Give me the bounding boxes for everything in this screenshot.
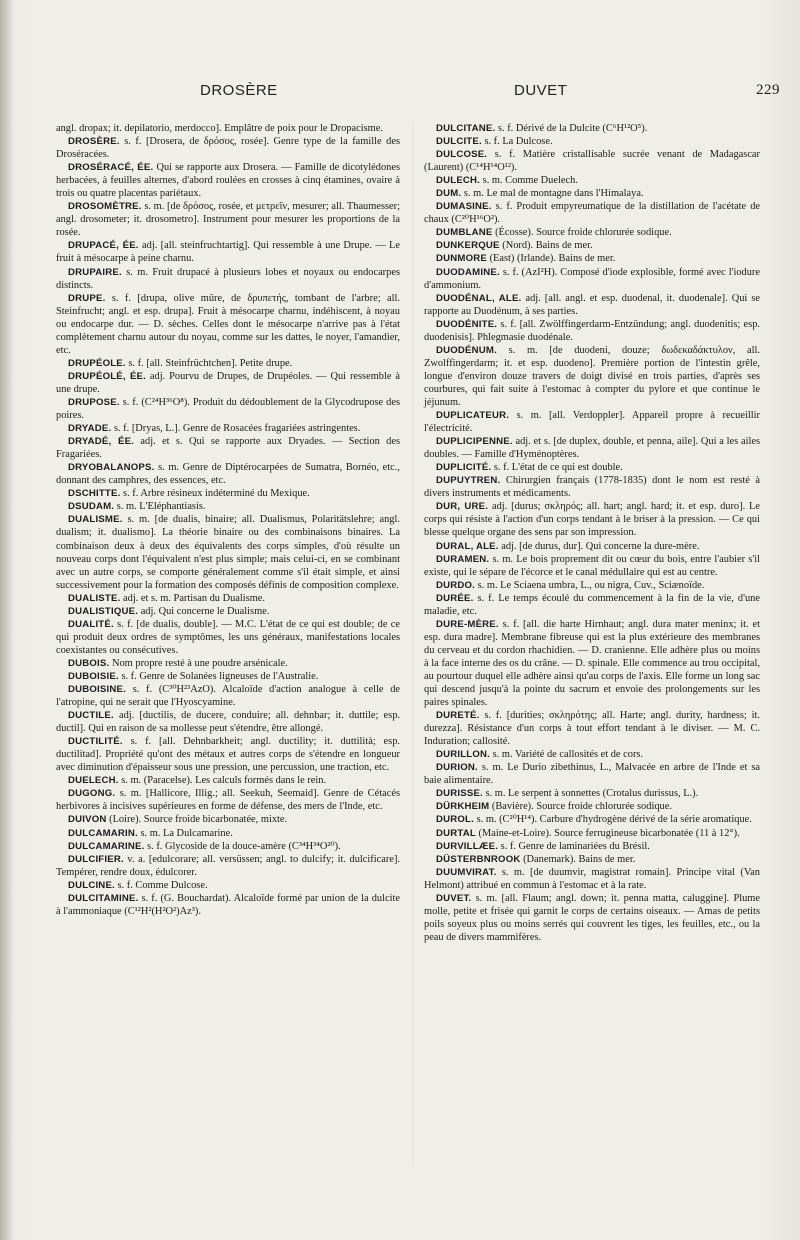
entry-headword: DULCIFIER. xyxy=(68,853,124,865)
left-running-head: DROSÈRE xyxy=(200,82,278,99)
entry-definition: s. m. L'Eléphantiasis. xyxy=(114,501,206,513)
entry-headword: DURION. xyxy=(436,762,478,774)
dictionary-entry xyxy=(424,318,760,344)
entry-headword: DUODÉNITE. xyxy=(436,318,498,330)
dictionary-entry xyxy=(424,409,760,435)
entry-definition: s. f. [de dualis, double]. — M.C. L'état de ce qui est double; de ce qui produit deux ordres de symptômes, les uns généraux, manifestations locales coexistantes ou consécutives. xyxy=(56,618,400,656)
dictionary-entry xyxy=(56,618,400,657)
entry-definition: s. f. [all. Zwölffingerdarm-Entzündung; angl. duodenitis; esp. duodenisis]. Phlegmasie duodénale. xyxy=(424,318,760,343)
entry-headword: DUCTILE. xyxy=(68,710,114,722)
entry-headword: DUALISTE. xyxy=(68,592,121,604)
entry-headword: DURISSE. xyxy=(436,788,483,800)
entry-headword: DURILLON. xyxy=(436,749,491,761)
entry-headword: DRUPACÉ, ÉE. xyxy=(68,240,139,252)
dictionary-entry xyxy=(56,840,400,853)
entry-headword: DUROL. xyxy=(436,814,474,826)
dictionary-entry xyxy=(424,461,760,474)
dictionary-entry xyxy=(56,461,400,487)
dictionary-entry xyxy=(424,200,760,226)
entry-definition: s. f. L'état de ce qui est double. xyxy=(491,462,623,474)
entry-definition: adj. et s. Qui se rapporte aux Dryades. — Section des Fragariées. xyxy=(56,436,400,461)
dictionary-entry xyxy=(424,174,760,187)
entry-definition: s. f. [Drosera, de δρόσος, rosée]. Genre type de la famille des Droséracées. xyxy=(56,136,400,161)
dictionary-entry xyxy=(424,592,760,618)
entry-headword: DURE-MÈRE. xyxy=(436,618,499,630)
page-number: 229 xyxy=(756,82,780,98)
dictionary-entry xyxy=(424,827,760,840)
entry-headword: DULCOSE. xyxy=(436,149,488,161)
dictionary-entry xyxy=(56,266,400,292)
entry-definition: s. m. Le bois proprement dit ou cœur du bois, entre l'aubier s'il existe, qui le sépare de l'écorce et le canal médullaire qui est au centre. xyxy=(424,553,760,578)
entry-headword: DULCINE. xyxy=(68,879,115,891)
entry-headword: DÜRKHEIM xyxy=(436,801,490,813)
dictionary-entry xyxy=(56,200,400,239)
dictionary-entry xyxy=(56,161,400,200)
dictionary-entry xyxy=(56,657,400,670)
entry-definition: s. m. (Paracelse). Les calculs formés dans le rein. xyxy=(118,775,327,787)
dictionary-entry xyxy=(424,553,760,579)
entry-headword: DRYADE. xyxy=(68,423,112,435)
dictionary-entry xyxy=(56,709,400,735)
entry-definition: adj. Qui concerne le Dualisme. xyxy=(138,605,270,617)
entry-definition: (Nord). Bains de mer. xyxy=(499,240,593,252)
entry-headword: DUM. xyxy=(436,188,462,200)
entry-definition: adj. [all. steinfruchtartig]. Qui ressemble à une Drupe. — Le fruit à mésocarpe à peine charnu. xyxy=(56,240,401,265)
entry-headword: DRUPOSE. xyxy=(68,396,120,408)
dictionary-entry xyxy=(424,540,760,553)
dictionary-entry xyxy=(424,344,760,409)
entry-headword: DUODÉNAL, ALE. xyxy=(436,292,522,304)
entry-definition: angl. dropax; it. depilatorio, merdocco]. Emplâtre de poix pour le Dropacisme. xyxy=(56,123,383,134)
entry-definition: s. m. Variété de callosités et de cors. xyxy=(490,749,644,761)
entry-headword: DURTAL xyxy=(436,827,476,839)
entry-definition: s. f. [all. die harte Hirnhaut; angl. dura mater meninx; it. et esp. dura madre]. Membrane fibreuse qui est la plus extérieure des membranes du cerveau et du cordon rhachidien. — D. cranienne. Elle adhère plus ou moins à la face interne des os du crâne. — D. spinale. Elle commence au trou occipital, au pourtour duquel elle adhère ainsi qu'au corps de l'axis. Elle forme un long sac qui descend jusqu'à la pointe du sacrum et envoie des prolongements sur les paires spinales. xyxy=(424,618,760,709)
entry-definition: adj. [de durus, dur]. Qui concerne la dure-mère. xyxy=(498,540,700,552)
dictionary-entry xyxy=(56,683,400,709)
dictionary-entry xyxy=(424,709,760,748)
dictionary-entry xyxy=(56,827,400,840)
entry-headword: DRYADÉ, ÉE. xyxy=(68,436,135,448)
entry-headword: DULCITAMINE. xyxy=(68,892,139,904)
entry-headword: DULCITANE. xyxy=(436,123,496,134)
left-column xyxy=(56,122,400,918)
dictionary-entry xyxy=(424,148,760,174)
entry-definition: s. f. La Dulcose. xyxy=(481,136,553,148)
dictionary-entry xyxy=(56,487,400,500)
entry-headword: DURDO. xyxy=(436,579,476,591)
entry-headword: DROSÉRACÉ, ÉE. xyxy=(68,162,154,174)
entry-definition: s. m. [Hallicore, Illig.; all. Seekuh, Seemaid]. Genre de Cétacés herbivores à incisives supérieures en forme de défense, des mers de l'Inde, etc. xyxy=(56,788,400,813)
entry-definition: s. m. [de δρόσος, rosée, et μετρεῖν, mesurer; all. Thaumesser; angl. drosometer; it. drosometro]. Instrument pour mesurer les proportions de la rosée. xyxy=(56,201,400,239)
entry-definition: s. f. [all. Steinfrüchtchen]. Petite drupe. xyxy=(125,357,293,369)
dictionary-entry xyxy=(424,813,760,826)
entry-definition: s. f. Glycoside de la douce-amère (C³⁴H³⁴O²⁰). xyxy=(144,840,341,852)
dictionary-entry xyxy=(56,292,400,357)
entry-definition: Chirurgien français (1778-1835) dont le nom est resté à divers instruments et médicaments. xyxy=(424,475,760,500)
dictionary-entry xyxy=(424,892,760,944)
dictionary-entry xyxy=(56,892,400,918)
entry-headword: DUMBLANE xyxy=(436,227,493,239)
dictionary-entry xyxy=(424,135,760,148)
dictionary-entry xyxy=(424,618,760,709)
entry-headword: DUCTILITÉ. xyxy=(68,736,123,748)
dictionary-entry xyxy=(56,735,400,774)
dictionary-entry xyxy=(424,761,760,787)
entry-headword: DUPLICIPENNE. xyxy=(436,436,513,448)
entry-headword: DUNMORE xyxy=(436,253,487,265)
entry-definition: s. f. [drupa, olive mûre, de δρυπετής, tombant de l'arbre; all. Steinfrucht; angl. et esp. drupa]. Fruit à mésocarpe charnu, indéhiscent, à noyau ou endocarpe dur. — D. sèches. Celles dont le mésocarpe n'arrive pas à l'état complètement charnu autour du noyau, comme sur les dattes, le noyer, l'amandier, etc. xyxy=(56,292,400,356)
entry-headword: DUPLICATEUR. xyxy=(436,410,510,422)
entry-definition: s. f. Dérivé de la Dulcite (C⁶H¹²O⁵). xyxy=(495,123,648,134)
entry-definition: s. f. Matière cristallisable sucrée venant de Madagascar (Laurent) (C¹⁴H¹⁴O¹²). xyxy=(424,149,760,174)
dictionary-entry xyxy=(424,474,760,500)
entry-definition: s. m. Genre de Diptérocarpées de Sumatra, Bornéo, etc., donnant des camphres, des essences, etc. xyxy=(56,462,400,487)
entry-definition: adj. [all. angl. et esp. duodenal, it. duodenale]. Qui se rapporte au Duodénum, à ses parties. xyxy=(424,292,760,317)
dictionary-entry xyxy=(424,500,760,539)
entry-headword: DUALITÉ. xyxy=(68,618,114,630)
dictionary-entry xyxy=(424,787,760,800)
entry-definition: s. m. (C²⁰H¹⁴). Carbure d'hydrogène dérivé de la série aromatique. xyxy=(473,814,752,826)
entry-definition: (Écosse). Source froide chlorurée sodique. xyxy=(492,227,672,239)
entry-definition: s. m. Le serpent à sonnettes (Crotalus durissus, L.). xyxy=(482,788,699,800)
dictionary-entry xyxy=(56,774,400,787)
entry-definition: s. m. Fruit drupacé à plusieurs lobes et noyaux ou endocarpes distincts. xyxy=(56,266,400,291)
dictionary-entry xyxy=(56,370,400,396)
entry-headword: DÜSTERBNROOK xyxy=(436,853,521,865)
entry-definition: (Loire). Source froide bicarbonatée, mixte. xyxy=(106,814,288,826)
dictionary-entry xyxy=(56,122,400,135)
entry-definition: s. f. Arbre résineux indéterminé du Mexique. xyxy=(120,488,310,500)
dictionary-entry xyxy=(424,800,760,813)
entry-headword: DUIVON xyxy=(68,814,107,826)
right-running-head: DUVET xyxy=(514,82,568,99)
column-divider xyxy=(412,124,413,1164)
dictionary-entry xyxy=(424,866,760,892)
dictionary-entry xyxy=(424,292,760,318)
entry-headword: DUALISTIQUE. xyxy=(68,605,139,617)
entry-definition: Nom propre resté à une poudre arsénicale. xyxy=(109,657,288,669)
entry-definition: s. f. (C³⁰H²³AzO). Alcaloïde d'action analogue à celle de l'atropine, qui ne serait que l'Hyoscyamine. xyxy=(56,684,400,709)
dictionary-entry xyxy=(56,357,400,370)
entry-headword: DUELECH. xyxy=(68,775,119,787)
entry-definition: (East) (Irlande). Bains de mer. xyxy=(486,253,616,265)
entry-headword: DSUDAM. xyxy=(68,501,115,513)
entry-definition: s. f. [Dryas, L.]. Genre de Rosacées fragariées astringentes. xyxy=(111,423,361,435)
entry-definition: s. f. Produit empyreumatique de la distillation de l'acétate de chaux (C²⁰H¹⁶O²). xyxy=(424,201,760,226)
dictionary-entry xyxy=(56,670,400,683)
page-header xyxy=(0,82,800,110)
entry-definition: s. m. Le Durio zibethinus, L., Malvacée en arbre de l'Inde et sa baie alimentaire. xyxy=(424,762,760,787)
entry-headword: DULCAMARINE. xyxy=(68,840,145,852)
entry-definition: s. f. Genre de laminariées du Brésil. xyxy=(498,840,650,852)
entry-definition: adj. et s. m. Partisan du Dualisme. xyxy=(120,592,266,604)
entry-headword: DUODAMINE. xyxy=(436,266,500,278)
dictionary-entry xyxy=(56,396,400,422)
entry-headword: DSCHITTE. xyxy=(68,488,121,500)
entry-headword: DULCAMARIN. xyxy=(68,827,138,839)
dictionary-entry xyxy=(56,853,400,879)
entry-headword: DUPUYTREN. xyxy=(436,475,501,487)
entry-definition: (Maine-et-Loire). Source ferrugineuse bicarbonatée (11 à 12°). xyxy=(475,827,740,839)
entry-definition: s. f. (C²⁴H³⁶O⁸). Produit du dédoublement de la Glycodrupose des poires. xyxy=(56,396,400,422)
entry-headword: DULECH. xyxy=(436,175,481,187)
entry-definition: s. m. [all. Flaum; angl. down; it. penna matta, caluggine]. Plume molle, petite et frisée qui garnit le corps de certains oiseaux. — Amas de petits poils soyeux plus ou moins serrés qui couvrent les tiges, les feuilles, etc., ou la peau de divers mammifères. xyxy=(424,892,760,943)
entry-headword: DUBOISINE. xyxy=(68,684,126,696)
entry-definition: s. f. [all. Dehnbarkheit; angl. ductility; it. duttilità; esp. ductilitad]. Propriété qu'ont des métaux et autres corps de s'étendre en longueur avec diminution d'épaisseur sous une pression, une percussion, une traction, etc. xyxy=(56,736,400,774)
entry-definition: s. m. [de duumvir, magistrat romain]. Principe vital (Van Helmont) attribué en commun à l'estomac et à la rate. xyxy=(424,866,760,891)
entry-headword: DURAL, ALE. xyxy=(436,540,499,552)
entry-definition: adj. [durus; σκληρός; all. hart; angl. hard; it. et esp. duro]. Le corps qui résiste à l'action d'un corps tendant à le briser à la pression. — Ce qui blesse quelque organe des sens par son impression. xyxy=(424,501,760,539)
entry-definition: s. m. [de duodeni, douze; δωδεκαδάκτυλον, all. Zwolffingerdarm; it. et esp. duodeno]. Première portion de l'intestin grêle, longue d'environ douze travers de doigt divisé en trois parties, d'après ses courbures, qui fait suite à l'estomac à compter du pylore et que continue le jéjunum. xyxy=(424,344,760,408)
entry-definition: s. m. Le mal de montagne dans l'Himalaya. xyxy=(461,188,644,200)
entry-headword: DUMASINE. xyxy=(436,201,492,213)
dictionary-entry xyxy=(56,435,400,461)
entry-headword: DUBOISIE. xyxy=(68,670,119,682)
dictionary-entry xyxy=(424,579,760,592)
entry-definition: adj. et s. [de duplex, double, et penna, aile]. Qui a les ailes doubles. — Famille d'Hyménoptères. xyxy=(424,436,760,461)
dictionary-entry xyxy=(56,879,400,892)
entry-headword: DRUPÉOLÉ, ÉE. xyxy=(68,370,147,382)
entry-definition: s. f. Le temps écoulé du commencement à la fin de la vie, d'une maladie, etc. xyxy=(424,592,760,617)
dictionary-entry xyxy=(424,252,760,265)
entry-headword: DURÉE. xyxy=(436,592,474,604)
dictionary-entry xyxy=(56,605,400,618)
entry-headword: DRUPAIRE. xyxy=(68,266,122,278)
entry-definition: s. f. Comme Dulcose. xyxy=(114,879,208,891)
dictionary-entry xyxy=(56,813,400,826)
dictionary-entry xyxy=(424,187,760,200)
entry-headword: DULCITE. xyxy=(436,136,482,148)
entry-definition: s. m. La Dulcamarine. xyxy=(137,827,233,839)
entry-definition: s. m. [de dualis, binaire; all. Dualismus, Polaritätslehre; angl. dualism; it. dualismo]. La théorie binaire ou des combinaisons binaires. La combinaison deux à deux des équivalents des corps simples, d'où résulte un nouveau corps dont l'équivalent n'est plus simple; mais celui-ci, en se combinant avec un autre corps, se comporte généralement comme s'il était simple, et ainsi successivement pour la formation des composés définis de composition complexe. xyxy=(56,514,400,591)
dictionary-entry xyxy=(424,239,760,252)
entry-headword: DUVET. xyxy=(436,892,472,904)
entry-definition: (Bavière). Source froide chlorurée sodique. xyxy=(489,801,672,813)
entry-headword: DUPLICITÉ. xyxy=(436,462,492,474)
entry-headword: DUALISME. xyxy=(68,514,123,526)
entry-definition: adj. Pourvu de Drupes, de Drupéoles. — Qui ressemble à une drupe. xyxy=(56,370,401,395)
dictionary-entry xyxy=(424,122,760,135)
dictionary-entry xyxy=(424,435,760,461)
entry-headword: DRYOBALANOPS. xyxy=(68,462,155,474)
dictionary-entry xyxy=(424,840,760,853)
dictionary-entry xyxy=(424,266,760,292)
entry-definition: s. f. (AzI²H). Composé d'iode explosible, formé avec l'iodure d'ammonium. xyxy=(424,266,760,291)
entry-definition: s. m. [all. Verdoppler]. Appareil propre à recueillir l'électricité. xyxy=(424,410,760,435)
entry-headword: DUBOIS. xyxy=(68,657,110,669)
page-binding-shadow xyxy=(0,0,14,1240)
entry-headword: DURAMEN. xyxy=(436,553,490,565)
dictionary-entry xyxy=(56,239,400,265)
entry-definition: v. a. [edulcorare; all. versüssen; angl. to dulcify; it. dulcificare]. Tempérer, rendre doux, édulcorer. xyxy=(56,853,400,878)
entry-headword: DROSÈRE. xyxy=(68,136,120,148)
entry-headword: DUODÉNUM. xyxy=(436,344,497,356)
dictionary-entry xyxy=(56,787,400,813)
entry-definition: s. m. Comme Duelech. xyxy=(480,175,578,187)
entry-headword: DROSOMÈTRE. xyxy=(68,201,142,213)
entry-headword: DUUMVIRAT. xyxy=(436,866,497,878)
entry-definition: s. f. Genre de Solanées ligneuses de l'Australie. xyxy=(118,670,319,682)
entry-headword: DUR, URE. xyxy=(436,501,489,513)
dictionary-entry xyxy=(56,422,400,435)
entry-definition: s. f. [durities; σκληρότης; all. Harte; angl. durity, hardness; it. durezza]. Résistance d'un corps à tout effort tendant à le diviser. — M. C. Induration; callosité. xyxy=(424,710,760,748)
right-column xyxy=(424,122,760,944)
entry-definition: Qui se rapporte aux Drosera. — Famille de dicotylédones herbacées, à feuilles alternes, d'abord roulées en crosses à cinq étamines, ovaire à trois ou quatre placentas pariétaux. xyxy=(56,162,400,200)
entry-headword: DURETÉ. xyxy=(436,710,480,722)
dictionary-entry xyxy=(56,513,400,591)
dictionary-entry xyxy=(424,748,760,761)
entry-definition: adj. [ductilis, de ducere, conduire; all. dehnbar; it. duttile; esp. ductil]. Qui en raison de sa mollesse peut s'étendre, être allongé. xyxy=(56,710,400,735)
entry-headword: DURVILLÆE. xyxy=(436,840,499,852)
entry-headword: DUGONG. xyxy=(68,788,116,800)
dictionary-entry xyxy=(56,135,400,161)
entry-definition: s. m. Le Sciaena umbra, L., ou nigra, Cuv., Sciænoïde. xyxy=(475,579,705,591)
entry-headword: DRUPÉOLE. xyxy=(68,357,126,369)
entry-headword: DRUPE. xyxy=(68,292,106,304)
dictionary-entry xyxy=(424,853,760,866)
entry-headword: DUNKERQUE xyxy=(436,240,500,252)
dictionary-entry xyxy=(56,592,400,605)
dictionary-entry xyxy=(56,500,400,513)
dictionary-entry xyxy=(424,226,760,239)
entry-definition: (Danemark). Bains de mer. xyxy=(520,853,636,865)
entry-definition: s. f. (G. Bouchardat). Alcaloïde formé par union de la dulcite à l'ammoniaque (C¹²H²(H²O²)Az³). xyxy=(56,892,400,917)
